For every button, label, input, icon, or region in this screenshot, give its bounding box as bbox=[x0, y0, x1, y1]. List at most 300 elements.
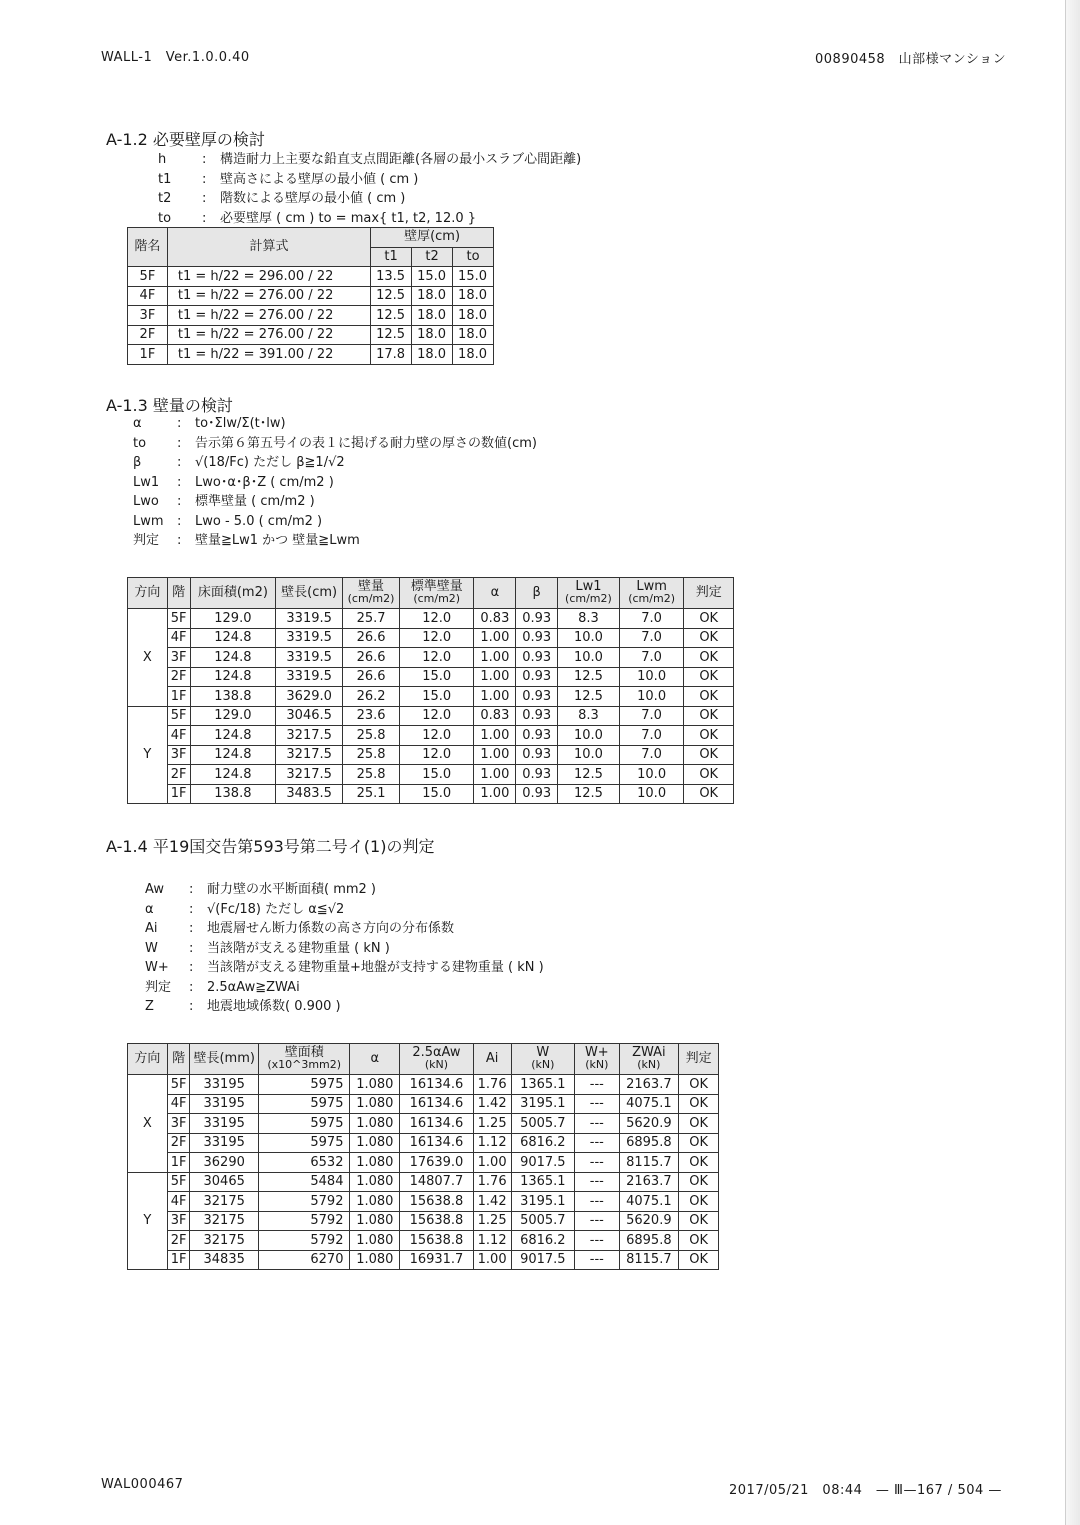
definition-row: Lwo : 標準壁量 ( cm/m2 ) bbox=[133, 492, 537, 512]
table-cell: 15.0 bbox=[399, 687, 473, 707]
column-header-label: 判定 bbox=[685, 1051, 712, 1066]
definition-text: 壁高さによる壁厚の最小値 ( cm ) bbox=[220, 171, 419, 187]
table-cell: --- bbox=[575, 1192, 619, 1212]
definition-text: Lwo - 5.0 ( cm/m2 ) bbox=[195, 513, 323, 529]
header-floor: 階名 bbox=[128, 228, 168, 267]
table-cell: 18.0 bbox=[412, 286, 453, 306]
table-cell: 5F bbox=[167, 609, 190, 629]
column-header-label: 階 bbox=[172, 585, 186, 600]
table-cell: 12.5 bbox=[558, 687, 620, 707]
table-cell: 1.080 bbox=[350, 1231, 400, 1251]
table-cell: 0.93 bbox=[516, 706, 558, 726]
header-formula: 計算式 bbox=[167, 228, 370, 267]
table-cell: 1F bbox=[167, 1250, 190, 1270]
table-cell: OK bbox=[679, 1192, 719, 1212]
table-row bbox=[128, 286, 494, 306]
table-cell: 1.00 bbox=[474, 667, 516, 687]
definitions-wall-thickness bbox=[158, 150, 581, 228]
table-cell: 26.6 bbox=[343, 648, 400, 668]
table-cell: 10.0 bbox=[619, 667, 684, 687]
table-cell: 12.5 bbox=[371, 286, 412, 306]
table-cell: 5975 bbox=[258, 1114, 350, 1134]
column-header-unit: (cm/m2) bbox=[347, 592, 395, 605]
definition-symbol: β bbox=[133, 455, 142, 470]
table-cell: 2F bbox=[167, 1231, 190, 1251]
table-cell: 10.0 bbox=[558, 648, 620, 668]
table-cell: 124.8 bbox=[190, 628, 276, 648]
table-cell: 0.93 bbox=[516, 687, 558, 707]
table-cell: OK bbox=[679, 1133, 719, 1153]
direction-cell: X bbox=[128, 609, 168, 707]
column-header-label: ZWAi bbox=[632, 1045, 666, 1060]
definition-row: 判定 : 壁量≧Lw1 かつ 壁量≧Lwm bbox=[133, 531, 537, 551]
column-header-label: 方向 bbox=[134, 1051, 161, 1066]
table-cell: 8.3 bbox=[558, 706, 620, 726]
table-cell: 8115.7 bbox=[619, 1153, 679, 1173]
column-header bbox=[575, 1044, 619, 1075]
table-cell: 3195.1 bbox=[511, 1094, 575, 1114]
definition-row: Z : 地震地域係数( 0.900 ) bbox=[145, 997, 544, 1017]
column-header bbox=[684, 578, 734, 609]
table-cell: 5484 bbox=[258, 1172, 350, 1192]
column-header-label: 標準壁量 bbox=[410, 579, 463, 594]
column-header-label: W+ bbox=[584, 1045, 609, 1060]
definition-symbol: W+ bbox=[145, 960, 169, 975]
table-cell: 25.8 bbox=[343, 765, 400, 785]
table-row bbox=[128, 648, 734, 668]
table-cell: 7.0 bbox=[619, 648, 684, 668]
definition-symbol: α bbox=[133, 416, 142, 431]
table-cell: 3319.5 bbox=[276, 648, 343, 668]
table-cell: 4075.1 bbox=[619, 1094, 679, 1114]
table-cell: 6270 bbox=[258, 1250, 350, 1270]
table-row bbox=[128, 1211, 719, 1231]
definition-text: 構造耐力上主要な鉛直支点間距離(各層の最小スラブ心間距離) bbox=[220, 152, 582, 167]
table-cell: OK bbox=[684, 745, 734, 765]
definition-text: 耐力壁の水平断面積( mm2 ) bbox=[207, 882, 377, 897]
table-cell: 18.0 bbox=[453, 306, 494, 326]
column-header-label: Ai bbox=[485, 1051, 499, 1066]
definition-text: 標準壁量 ( cm/m2 ) bbox=[195, 494, 315, 509]
definition-row: W+ : 当該階が支える建物重量+地盤が支持する建物重量 ( kN ) bbox=[145, 958, 544, 978]
column-header-unit: (kN) bbox=[531, 1058, 555, 1071]
table-cell: 12.0 bbox=[399, 648, 473, 668]
column-header bbox=[258, 1044, 350, 1075]
definitions-wall-quantity bbox=[133, 414, 537, 551]
direction-cell: Y bbox=[128, 1172, 168, 1270]
table-cell: 1F bbox=[128, 345, 168, 365]
table-cell: 1.080 bbox=[350, 1133, 400, 1153]
table-row bbox=[128, 667, 734, 687]
table-cell: 1.080 bbox=[350, 1153, 400, 1173]
column-header-label: Lw1 bbox=[575, 579, 602, 594]
table-cell: OK bbox=[684, 687, 734, 707]
table-cell: 5005.7 bbox=[511, 1114, 575, 1134]
table-row bbox=[128, 1172, 719, 1192]
definition-text: to･Σlw/Σ(t･lw) bbox=[195, 416, 286, 431]
table-row bbox=[128, 325, 494, 345]
table-cell: 15.0 bbox=[399, 667, 473, 687]
definition-text: 告示第６第五号イの表１に掲げる耐力壁の厚さの数値(cm) bbox=[195, 435, 537, 451]
table-cell: 5F bbox=[167, 706, 190, 726]
table-cell: OK bbox=[684, 765, 734, 785]
table-cell: 0.83 bbox=[474, 609, 516, 629]
table-cell: t1 = h/22 = 391.00 / 22 bbox=[167, 345, 370, 365]
definition-row: to : 告示第６第五号イの表１に掲げる耐力壁の厚さの数値(cm) bbox=[133, 434, 537, 454]
table-cell: 15638.8 bbox=[400, 1231, 473, 1251]
table-cell: --- bbox=[575, 1153, 619, 1173]
table-cell: OK bbox=[679, 1153, 719, 1173]
table-cell: 1.25 bbox=[473, 1114, 511, 1134]
table-cell: 1.080 bbox=[350, 1172, 400, 1192]
column-header-label: 床面積(m2) bbox=[197, 585, 268, 600]
table-cell: 1.76 bbox=[473, 1172, 511, 1192]
footer-doc-id: WAL000467 bbox=[101, 1477, 184, 1492]
table-cell: 4F bbox=[167, 628, 190, 648]
column-header bbox=[399, 578, 473, 609]
table-cell: 33195 bbox=[190, 1133, 258, 1153]
wall-quantity-table bbox=[127, 577, 734, 804]
column-header bbox=[474, 578, 516, 609]
table-cell: 12.0 bbox=[399, 628, 473, 648]
definition-symbol: t2 bbox=[158, 191, 172, 206]
column-header-label: 判定 bbox=[695, 585, 722, 600]
table-cell: 3F bbox=[167, 648, 190, 668]
column-header-label: 方向 bbox=[134, 585, 161, 600]
table-cell: 0.93 bbox=[516, 745, 558, 765]
header-wall-thickness: 壁厚(cm) bbox=[371, 228, 494, 248]
table-row bbox=[128, 1133, 719, 1153]
column-header-label: 壁長(cm) bbox=[281, 585, 338, 600]
table-cell: 33195 bbox=[190, 1094, 258, 1114]
table-cell: 12.5 bbox=[558, 667, 620, 687]
table-cell: 4F bbox=[167, 1192, 190, 1212]
table-row bbox=[128, 1153, 719, 1173]
table-cell: 5975 bbox=[258, 1133, 350, 1153]
definition-text: 地震地域係数( 0.900 ) bbox=[207, 999, 341, 1014]
column-header-label: 壁量 bbox=[358, 579, 385, 594]
table-cell: 15.0 bbox=[399, 784, 473, 804]
table-cell: 3F bbox=[167, 1211, 190, 1231]
table-cell: 1.080 bbox=[350, 1075, 400, 1095]
table-cell: 138.8 bbox=[190, 784, 276, 804]
table-cell: 32175 bbox=[190, 1211, 258, 1231]
table-cell: t1 = h/22 = 276.00 / 22 bbox=[167, 286, 370, 306]
direction-cell: X bbox=[128, 1075, 168, 1173]
column-header bbox=[128, 578, 168, 609]
table-cell: 30465 bbox=[190, 1172, 258, 1192]
table-row bbox=[128, 784, 734, 804]
table-row bbox=[128, 1114, 719, 1134]
table-cell: 25.8 bbox=[343, 745, 400, 765]
table-cell: 3217.5 bbox=[276, 765, 343, 785]
definition-text: 当該階が支える建物重量 ( kN ) bbox=[207, 940, 390, 956]
column-header-unit: (kN) bbox=[637, 1058, 661, 1071]
table-cell: t1 = h/22 = 276.00 / 22 bbox=[167, 306, 370, 326]
table-row bbox=[128, 267, 494, 287]
column-header-label: W bbox=[536, 1045, 550, 1060]
definition-row: Lwm : Lwo - 5.0 ( cm/m2 ) bbox=[133, 512, 537, 532]
table-cell: 6895.8 bbox=[619, 1231, 679, 1251]
table-cell: OK bbox=[679, 1114, 719, 1134]
table-cell: 5792 bbox=[258, 1231, 350, 1251]
table-cell: 5792 bbox=[258, 1211, 350, 1231]
table-cell: 1.00 bbox=[474, 765, 516, 785]
table-cell: 9017.5 bbox=[511, 1250, 575, 1270]
column-header bbox=[167, 578, 190, 609]
table-cell: 16134.6 bbox=[400, 1114, 473, 1134]
table-cell: 3217.5 bbox=[276, 726, 343, 746]
table-cell: 5620.9 bbox=[619, 1211, 679, 1231]
definition-row: β : √(18/Fc) ただし β≧1/√2 bbox=[133, 453, 537, 473]
table-cell: 2F bbox=[167, 667, 190, 687]
table-cell: 2F bbox=[167, 1133, 190, 1153]
table-row bbox=[128, 765, 734, 785]
definition-symbol: t1 bbox=[158, 171, 172, 187]
definition-row: t2 : 階数による壁厚の最小値 ( cm ) bbox=[158, 189, 581, 209]
definition-text: 壁量≧Lw1 かつ 壁量≧Lwm bbox=[195, 533, 360, 548]
definition-symbol: Z bbox=[145, 999, 154, 1014]
definition-symbol: to bbox=[133, 435, 147, 451]
table-cell: t1 = h/22 = 276.00 / 22 bbox=[167, 325, 370, 345]
table-cell: 0.93 bbox=[516, 667, 558, 687]
table-cell: OK bbox=[679, 1172, 719, 1192]
table-cell: --- bbox=[575, 1094, 619, 1114]
table-cell: OK bbox=[679, 1250, 719, 1270]
column-header bbox=[128, 1044, 168, 1075]
table-cell: 1.76 bbox=[473, 1075, 511, 1095]
table-cell: 2163.7 bbox=[619, 1172, 679, 1192]
table-cell: 1365.1 bbox=[511, 1172, 575, 1192]
table-cell: 17.8 bbox=[371, 345, 412, 365]
table-cell: 5F bbox=[167, 1172, 190, 1192]
table-cell: OK bbox=[684, 667, 734, 687]
definition-row: 判定 : 2.5αAw≧ZWAi bbox=[145, 978, 544, 998]
table-cell: 25.8 bbox=[343, 726, 400, 746]
table-row bbox=[128, 1192, 719, 1212]
table-cell: 12.5 bbox=[558, 765, 620, 785]
column-header-label: 壁長(mm) bbox=[193, 1051, 255, 1066]
column-header bbox=[619, 578, 684, 609]
header-to: to bbox=[453, 247, 494, 267]
table-cell: 16134.6 bbox=[400, 1075, 473, 1095]
table-cell: 12.5 bbox=[558, 784, 620, 804]
table-cell: 7.0 bbox=[619, 706, 684, 726]
table-cell: 10.0 bbox=[558, 628, 620, 648]
table-cell: 10.0 bbox=[619, 687, 684, 707]
table-cell: OK bbox=[684, 784, 734, 804]
table-cell: 1.42 bbox=[473, 1094, 511, 1114]
definition-text: Lwo･α･β･Z ( cm/m2 ) bbox=[195, 474, 334, 490]
table-cell: 1.00 bbox=[473, 1153, 511, 1173]
table-cell: 1F bbox=[167, 784, 190, 804]
table-cell: 4F bbox=[167, 1094, 190, 1114]
table-cell: 26.6 bbox=[343, 667, 400, 687]
table-cell: 5005.7 bbox=[511, 1211, 575, 1231]
definition-row: Lw1 : Lwo･α･β･Z ( cm/m2 ) bbox=[133, 473, 537, 493]
table-cell: 3319.5 bbox=[276, 628, 343, 648]
definition-text: 階数による壁厚の最小値 ( cm ) bbox=[220, 191, 406, 206]
column-header-unit: (kN) bbox=[424, 1058, 449, 1071]
header-app-version: WALL-1 Ver.1.0.0.40 bbox=[101, 50, 250, 65]
table-cell: 3F bbox=[128, 306, 168, 326]
table-cell: 15.0 bbox=[412, 267, 453, 287]
table-cell: 5975 bbox=[258, 1094, 350, 1114]
table-row bbox=[128, 1250, 719, 1270]
table-cell: 1.12 bbox=[473, 1133, 511, 1153]
definition-row: Aw : 耐力壁の水平断面積( mm2 ) bbox=[145, 880, 544, 900]
section-title-notice-check: A-1.4 平19国交告第593号第二号イ(1)の判定 bbox=[106, 837, 435, 856]
table-cell: 1.080 bbox=[350, 1094, 400, 1114]
column-header-unit: (cm/m2) bbox=[628, 592, 675, 605]
table-cell: 3195.1 bbox=[511, 1192, 575, 1212]
table-cell: 1.00 bbox=[474, 726, 516, 746]
table-cell: 4F bbox=[167, 726, 190, 746]
definition-text: √(Fc/18) ただし α≦√2 bbox=[207, 901, 345, 917]
definition-symbol: Aw bbox=[145, 882, 164, 897]
table-cell: 5975 bbox=[258, 1075, 350, 1095]
table-cell: 124.8 bbox=[190, 648, 276, 668]
column-header bbox=[350, 1044, 400, 1075]
table-cell: OK bbox=[684, 706, 734, 726]
table-cell: 124.8 bbox=[190, 745, 276, 765]
table-cell: 3217.5 bbox=[276, 745, 343, 765]
table-cell: 1.00 bbox=[473, 1250, 511, 1270]
definition-symbol: 判定 bbox=[145, 979, 172, 995]
table-cell: 1.00 bbox=[474, 648, 516, 668]
table-cell: 6816.2 bbox=[511, 1231, 575, 1251]
definition-row: Ai : 地震層せん断力係数の高さ方向の分布係数 bbox=[145, 919, 544, 939]
column-header-label: β bbox=[532, 585, 541, 600]
table-cell: 13.5 bbox=[371, 267, 412, 287]
header-t2: t2 bbox=[412, 247, 453, 267]
definition-text: 当該階が支える建物重量+地盤が支持する建物重量 ( kN ) bbox=[207, 960, 544, 975]
table-cell: 0.83 bbox=[474, 706, 516, 726]
table-cell: 12.5 bbox=[371, 325, 412, 345]
table-cell: 3F bbox=[167, 1114, 190, 1134]
table-cell: OK bbox=[684, 648, 734, 668]
table-cell: 124.8 bbox=[190, 667, 276, 687]
column-header bbox=[516, 578, 558, 609]
table-row bbox=[128, 609, 734, 629]
table-cell: 15.0 bbox=[453, 267, 494, 287]
header-t1: t1 bbox=[371, 247, 412, 267]
table-cell: 4075.1 bbox=[619, 1192, 679, 1212]
definition-row: α : √(Fc/18) ただし α≦√2 bbox=[145, 900, 544, 920]
table-cell: 3629.0 bbox=[276, 687, 343, 707]
column-header-label: 壁面積 bbox=[284, 1045, 324, 1060]
table-cell: --- bbox=[575, 1114, 619, 1134]
table-cell: 16134.6 bbox=[400, 1133, 473, 1153]
table-cell: 1.00 bbox=[474, 687, 516, 707]
table-cell: 12.0 bbox=[399, 726, 473, 746]
column-header bbox=[473, 1044, 511, 1075]
table-cell: 18.0 bbox=[453, 345, 494, 365]
table-cell: 17639.0 bbox=[400, 1153, 473, 1173]
page-edge bbox=[1065, 0, 1080, 1525]
definition-symbol: 判定 bbox=[133, 533, 160, 548]
column-header bbox=[167, 1044, 190, 1075]
table-cell: 2F bbox=[167, 765, 190, 785]
table-cell: 3483.5 bbox=[276, 784, 343, 804]
table-cell: 8115.7 bbox=[619, 1250, 679, 1270]
column-header bbox=[511, 1044, 575, 1075]
table-cell: 23.6 bbox=[343, 706, 400, 726]
table-cell: 10.0 bbox=[558, 745, 620, 765]
footer-date-page: 2017/05/21 08:44 — Ⅲ—167 / 504 — bbox=[729, 1483, 1002, 1498]
definition-symbol: α bbox=[145, 901, 154, 917]
table-cell: 18.0 bbox=[453, 325, 494, 345]
table-row bbox=[128, 745, 734, 765]
table-cell: 6532 bbox=[258, 1153, 350, 1173]
table-cell: 5620.9 bbox=[619, 1114, 679, 1134]
table-cell: 5F bbox=[128, 267, 168, 287]
header-project: 00890458 山部様マンション bbox=[815, 52, 1007, 67]
column-header-label: 2.5αAw bbox=[412, 1045, 461, 1060]
table-cell: 1.080 bbox=[350, 1114, 400, 1134]
table-cell: 1.00 bbox=[474, 628, 516, 648]
table-cell: OK bbox=[679, 1094, 719, 1114]
table-cell: 1F bbox=[167, 687, 190, 707]
table-cell: 7.0 bbox=[619, 609, 684, 629]
table-cell: OK bbox=[679, 1075, 719, 1095]
table-cell: OK bbox=[679, 1211, 719, 1231]
table-cell: 16134.6 bbox=[400, 1094, 473, 1114]
table-cell: 6816.2 bbox=[511, 1133, 575, 1153]
definition-row: h : 構造耐力上主要な鉛直支点間距離(各層の最小スラブ心間距離) bbox=[158, 150, 581, 170]
section-title-wall-quantity: A-1.3 壁量の検討 bbox=[106, 396, 233, 415]
table-cell: --- bbox=[575, 1211, 619, 1231]
table-cell: 10.0 bbox=[619, 784, 684, 804]
definition-text: √(18/Fc) ただし β≧1/√2 bbox=[195, 455, 345, 470]
table-cell: 16931.7 bbox=[400, 1250, 473, 1270]
table-cell: 34835 bbox=[190, 1250, 258, 1270]
table-cell: 0.93 bbox=[516, 765, 558, 785]
table-cell: 124.8 bbox=[190, 726, 276, 746]
table-row bbox=[128, 1231, 719, 1251]
table-cell: OK bbox=[679, 1231, 719, 1251]
table-cell: 12.0 bbox=[399, 609, 473, 629]
table-cell: --- bbox=[575, 1133, 619, 1153]
table-cell: 0.93 bbox=[516, 628, 558, 648]
table-cell: 129.0 bbox=[190, 609, 276, 629]
table-cell: 0.93 bbox=[516, 609, 558, 629]
table-cell: 1.00 bbox=[474, 784, 516, 804]
table-cell: 7.0 bbox=[619, 726, 684, 746]
column-header bbox=[190, 578, 276, 609]
table-cell: 1F bbox=[167, 1153, 190, 1173]
column-header bbox=[619, 1044, 679, 1075]
table-cell: 18.0 bbox=[412, 306, 453, 326]
table-cell: OK bbox=[684, 726, 734, 746]
table-cell: 1.080 bbox=[350, 1250, 400, 1270]
table-cell: OK bbox=[684, 628, 734, 648]
definition-symbol: to bbox=[158, 210, 172, 226]
table-cell: 1.00 bbox=[474, 745, 516, 765]
table-cell: 1365.1 bbox=[511, 1075, 575, 1095]
table-row bbox=[128, 706, 734, 726]
column-header-label: α bbox=[490, 585, 500, 600]
table-row bbox=[128, 687, 734, 707]
table-cell: 8.3 bbox=[558, 609, 620, 629]
table-cell: 3F bbox=[167, 745, 190, 765]
table-cell: 4F bbox=[128, 286, 168, 306]
table-cell: 26.6 bbox=[343, 628, 400, 648]
table-cell: 3319.5 bbox=[276, 609, 343, 629]
table-cell: 1.42 bbox=[473, 1192, 511, 1212]
table-cell: 18.0 bbox=[412, 345, 453, 365]
table-cell: 25.7 bbox=[343, 609, 400, 629]
